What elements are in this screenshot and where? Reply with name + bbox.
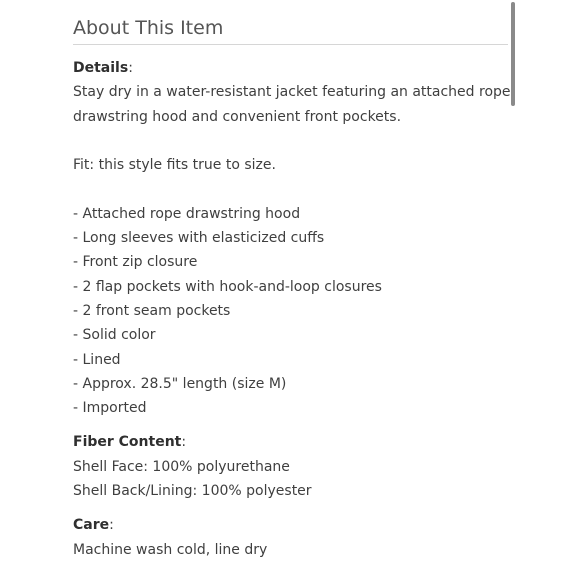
feature-item: - Front zip closure	[73, 254, 198, 271]
fiber-content-heading	[73, 430, 513, 454]
fiber-content-line: Shell Back/Lining: 100% polyester	[73, 483, 312, 500]
fit-note: Fit: this style fits true to size.	[73, 157, 276, 174]
spacer	[73, 129, 513, 153]
care-line: Machine wash cold, line dry	[73, 541, 268, 558]
feature-item: - Attached rope drawstring hood	[73, 205, 301, 222]
spacer	[73, 420, 513, 430]
spacer	[73, 177, 513, 201]
fiber-content-label: Fiber Content	[73, 434, 182, 451]
feature-item: - Long sleeves with elasticized cuffs	[73, 230, 325, 247]
spacer	[73, 503, 513, 513]
feature-item: - Lined	[73, 351, 121, 368]
fiber-content-line: Shell Face: 100% polyurethane	[73, 458, 290, 475]
care-colon: :	[109, 517, 114, 534]
feature-item: - Solid color	[73, 327, 156, 344]
care-heading	[73, 513, 513, 537]
details-description-line: drawstring hood and convenient front pockets.	[73, 108, 402, 125]
feature-item: - 2 flap pockets with hook-and-loop closures	[73, 278, 382, 295]
details-description-line: Stay dry in a water-resistant jacket featuring an attached rope	[73, 84, 511, 101]
section-title: About This Item	[73, 17, 224, 39]
title-divider	[73, 44, 508, 45]
item-description	[73, 56, 513, 562]
details-label: Details	[73, 60, 129, 76]
feature-item: - 2 front seam pockets	[73, 302, 231, 319]
scrollbar-thumb[interactable]	[511, 2, 515, 106]
details-heading	[73, 56, 513, 80]
care-label: Care	[73, 517, 110, 534]
feature-item: - Approx. 28.5" length (size M)	[73, 375, 287, 392]
details-colon: :	[128, 60, 133, 76]
feature-item: - Imported	[73, 400, 147, 417]
fiber-content-colon: :	[181, 434, 187, 451]
